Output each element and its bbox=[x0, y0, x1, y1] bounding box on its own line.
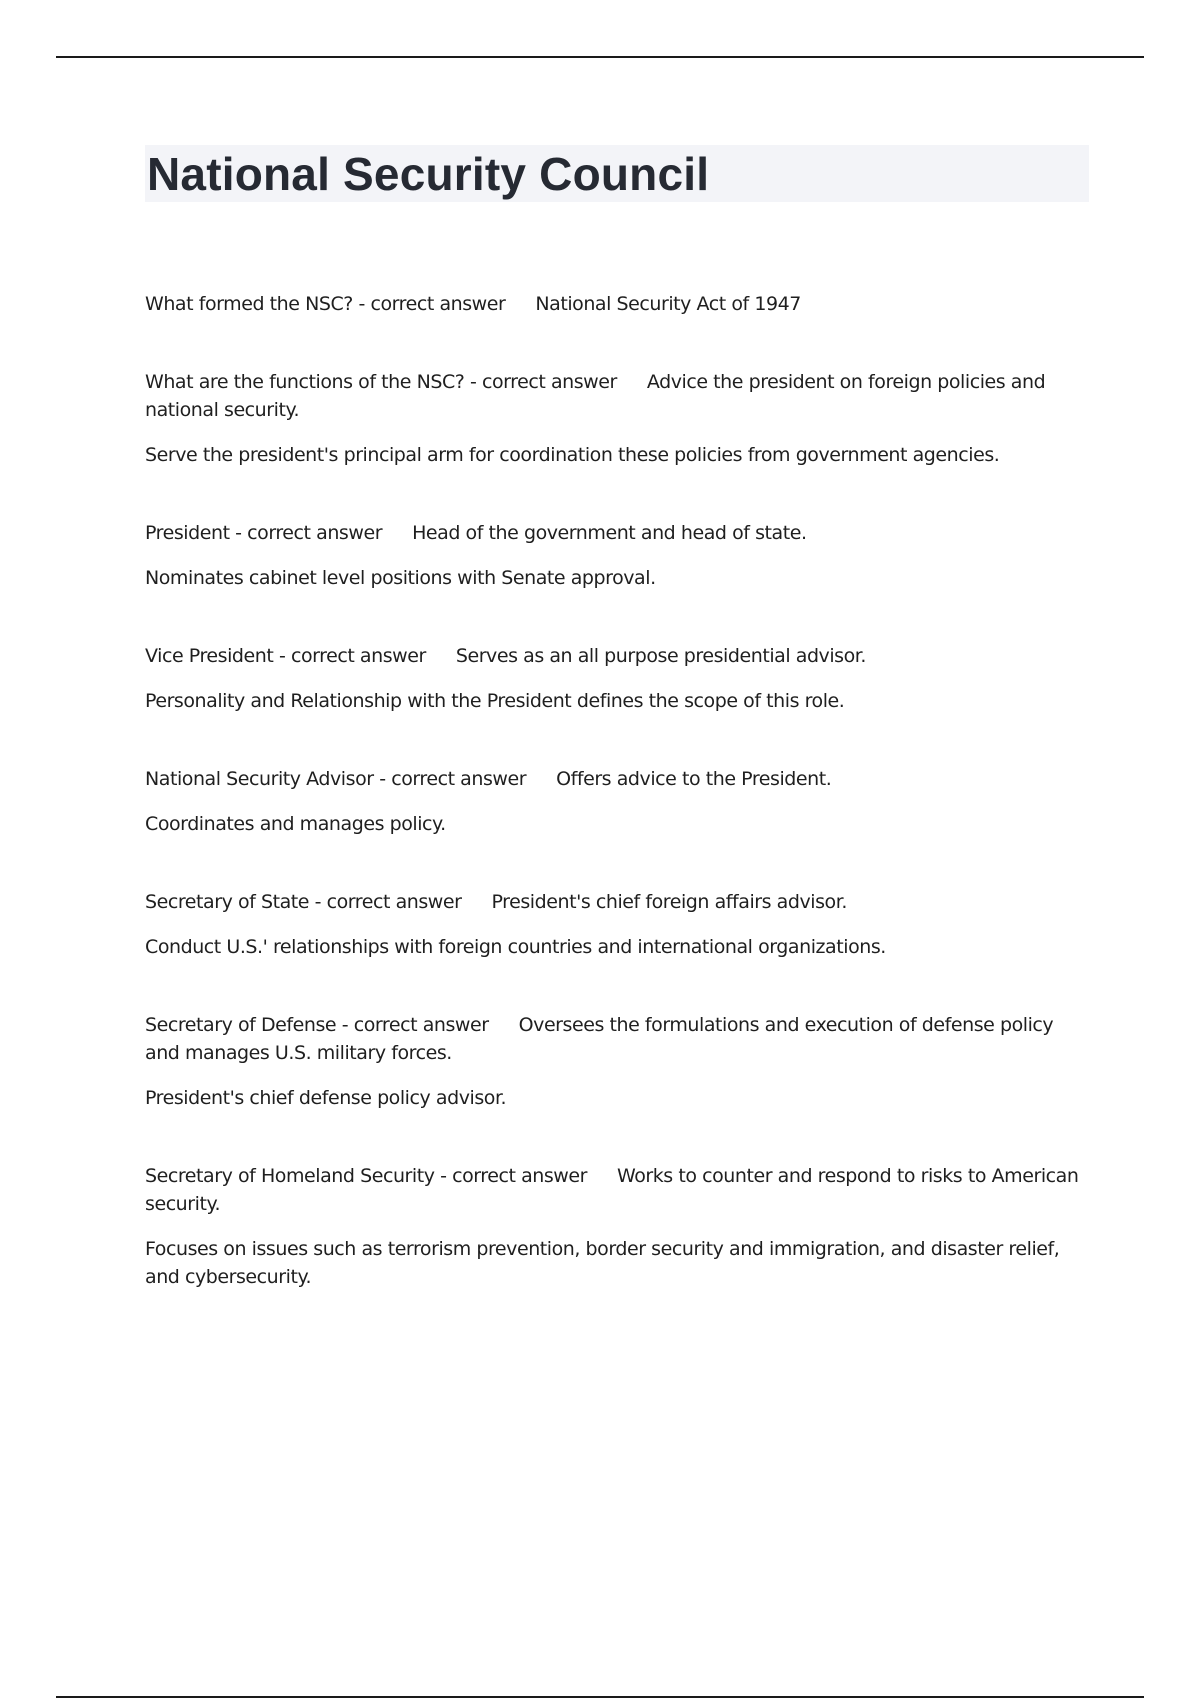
qa-answer: Head of the government and head of state. bbox=[412, 522, 807, 544]
qa-question-line bbox=[145, 1011, 1090, 1067]
qa-item bbox=[145, 888, 1090, 961]
qa-item bbox=[145, 1011, 1090, 1112]
bottom-rule bbox=[56, 1696, 1144, 1698]
qa-list bbox=[145, 290, 1090, 1341]
qa-detail: Focuses on issues such as terrorism prevention, border security and immigration, and disaster relief, and cybersecurity. bbox=[145, 1238, 1060, 1288]
qa-answer: President's chief foreign affairs advisor. bbox=[491, 891, 847, 913]
qa-detail: President's chief defense policy advisor. bbox=[145, 1087, 507, 1109]
qa-item bbox=[145, 642, 1090, 715]
qa-answer: Works to counter and respond to risks to American security. bbox=[145, 1165, 1079, 1215]
qa-detail: Personality and Relationship with the President defines the scope of this role. bbox=[145, 690, 845, 712]
qa-question: Secretary of Homeland Security - correct answer bbox=[145, 1165, 587, 1187]
qa-question: What formed the NSC? - correct answer bbox=[145, 293, 506, 315]
qa-question: Secretary of State - correct answer bbox=[145, 891, 462, 913]
qa-item bbox=[145, 519, 1090, 592]
qa-question: National Security Advisor - correct answer bbox=[145, 768, 527, 790]
qa-item bbox=[145, 290, 1090, 318]
title-banner bbox=[145, 145, 1089, 202]
qa-question-line bbox=[145, 1162, 1090, 1218]
top-rule bbox=[56, 56, 1144, 58]
qa-detail: Nominates cabinet level positions with Senate approval. bbox=[145, 567, 656, 589]
qa-question-line bbox=[145, 290, 1090, 318]
qa-question: Secretary of Defense - correct answer bbox=[145, 1014, 489, 1036]
page-title: National Security Council bbox=[147, 148, 710, 200]
qa-item bbox=[145, 368, 1090, 469]
qa-question-line bbox=[145, 765, 1090, 793]
qa-question: Vice President - correct answer bbox=[145, 645, 426, 667]
qa-answer: Oversees the formulations and execution of defense policy and manages U.S. military forces. bbox=[145, 1014, 1054, 1064]
qa-item bbox=[145, 765, 1090, 838]
qa-detail: Conduct U.S.' relationships with foreign countries and international organizations. bbox=[145, 936, 886, 958]
qa-answer: Offers advice to the President. bbox=[556, 768, 832, 790]
qa-answer: National Security Act of 1947 bbox=[535, 293, 801, 315]
qa-detail: Serve the president's principal arm for coordination these policies from government agencies. bbox=[145, 444, 1000, 466]
qa-answer: Advice the president on foreign policies and national security. bbox=[145, 371, 1046, 421]
qa-question-line bbox=[145, 888, 1090, 916]
qa-question-line bbox=[145, 642, 1090, 670]
qa-question: President - correct answer bbox=[145, 522, 383, 544]
qa-question-line bbox=[145, 368, 1090, 424]
qa-item bbox=[145, 1162, 1090, 1291]
qa-detail: Coordinates and manages policy. bbox=[145, 813, 446, 835]
qa-answer: Serves as an all purpose presidential advisor. bbox=[455, 645, 867, 667]
qa-question-line bbox=[145, 519, 1090, 547]
qa-question: What are the functions of the NSC? - correct answer bbox=[145, 371, 617, 393]
